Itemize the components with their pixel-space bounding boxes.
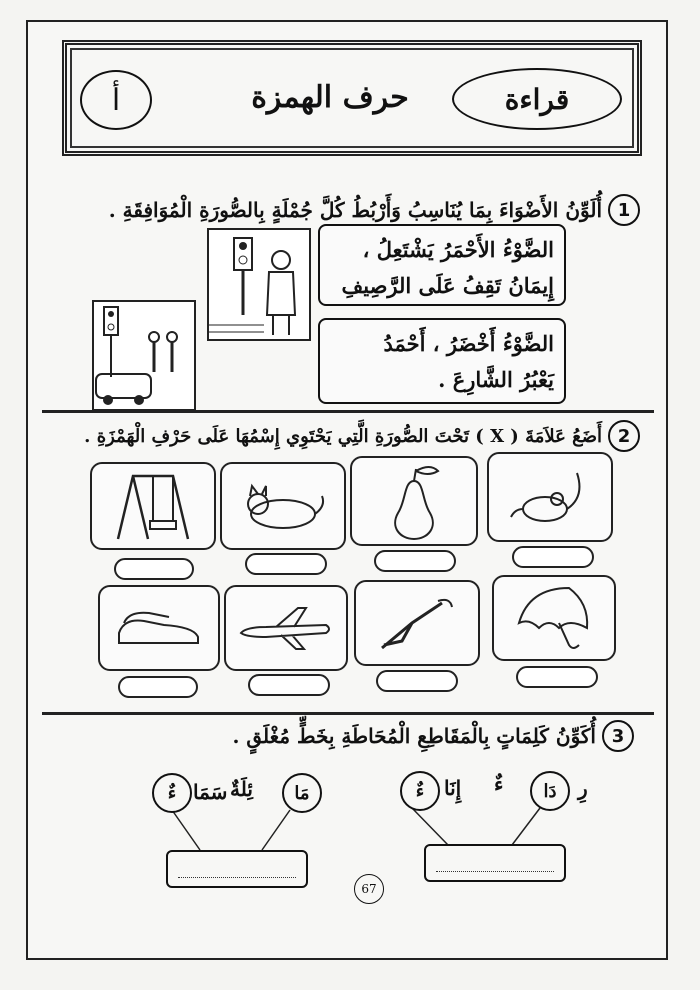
circled-syllable: ءٌ	[152, 773, 192, 813]
syllable: إِنَا	[444, 776, 462, 800]
word-answer-box-left[interactable]	[166, 850, 308, 888]
sentence-2-line-2: يَعْبُرُ الشَّارِعَ .	[438, 367, 554, 392]
word-answer-box-right[interactable]	[424, 844, 566, 882]
subject-label: قراءة	[452, 68, 622, 130]
circled-syllable: ءٌ	[400, 771, 440, 811]
syllable: ئِلَةٌ	[230, 777, 253, 801]
exercise3-instruction: أُكَوِّنُ كَلِمَاتٍ بِالْمَقَاطِعِ الْمُحَاطَةِ بِخَطٍّ مُغْلَقٍ .	[232, 724, 596, 748]
page-number: 67	[354, 874, 384, 904]
exercise2-number: 2	[608, 420, 640, 452]
sentence-1-line-2: إِيمَانُ تَقِفُ عَلَى الرَّصِيفِ	[341, 273, 554, 298]
syllable: سَمَا	[193, 780, 228, 804]
circled-syllable: دَا	[530, 771, 570, 811]
exercise3-number: 3	[602, 720, 634, 752]
exercise1-instruction: أُلَوِّنُ الأَضْوَاءَ بِمَا يُنَاسِبُ وَأَرْبُطُ كُلَّ جُمْلَةٍ بِالصُّورَةِ الْمُوَافِقَةِ .	[108, 198, 602, 222]
sentence-2-line-1: الضَّوْءُ أَخْضَرُ ، أَحْمَدُ	[383, 331, 554, 356]
letter-badge: أ	[80, 70, 152, 130]
exercise2-instruction: أَضَعُ عَلاَمَةَ ( X ) تَحْتَ الصُّورَةِ الَّتِي يَحْتَوِي إِسْمُهَا عَلَى حَرْفِ الْهَمْزَةِ .	[84, 425, 602, 447]
sentence-1-line-1: الضَّوْءُ الأَحْمَرُ يَشْتَعِلُ ،	[362, 237, 554, 262]
syllable: ءٌ	[494, 772, 504, 796]
lesson-title: حرف الهمزة	[251, 80, 409, 115]
circled-syllable: مَا	[282, 773, 322, 813]
syllable: رِ	[578, 776, 588, 800]
exercise1-number: 1	[608, 194, 640, 226]
